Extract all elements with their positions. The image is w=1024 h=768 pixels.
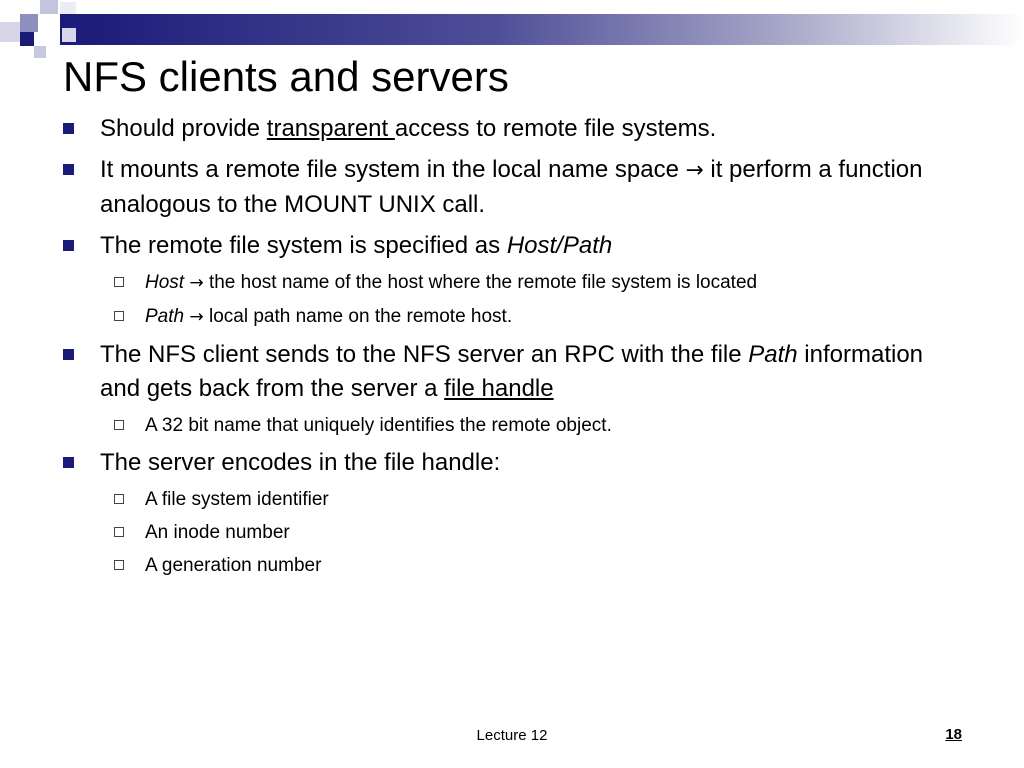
hollow-square-icon bbox=[114, 494, 124, 504]
sub-bullet-item bbox=[62, 553, 962, 578]
bullet-text: Should provide bbox=[100, 115, 267, 142]
sub-bullet-item bbox=[62, 270, 962, 296]
sub-bullet-text: the host name of the host where the remote file system is located bbox=[203, 272, 758, 293]
bullet-text: information and gets back from the server a bbox=[100, 341, 924, 402]
hollow-square-icon bbox=[114, 527, 124, 537]
sub-bullet-text: A generation number bbox=[145, 555, 322, 576]
filled-square-icon bbox=[63, 457, 74, 468]
decor-square bbox=[0, 22, 20, 42]
decor-square bbox=[62, 28, 76, 42]
filled-square-icon bbox=[63, 123, 74, 134]
italic-term: Path bbox=[748, 341, 798, 368]
sub-bullet-text: local path name on the remote host. bbox=[203, 306, 513, 327]
right-arrow-icon: → bbox=[685, 158, 704, 183]
sub-bullet-text: An inode number bbox=[145, 522, 290, 543]
sub-bullet-item bbox=[62, 520, 962, 545]
header-gradient-bar bbox=[60, 14, 1024, 45]
page-number: 18 bbox=[945, 726, 962, 743]
italic-term: Path bbox=[145, 306, 185, 327]
decor-square bbox=[20, 14, 38, 32]
footer-lecture-label: Lecture 12 bbox=[476, 727, 548, 744]
sub-bullet-item bbox=[62, 304, 962, 330]
sub-bullet-item bbox=[62, 413, 962, 438]
filled-square-icon bbox=[63, 164, 74, 175]
hollow-square-icon bbox=[114, 277, 124, 287]
decor-square bbox=[40, 0, 58, 14]
right-arrow-icon: → bbox=[189, 273, 204, 293]
bullet-item bbox=[62, 229, 962, 263]
decor-square bbox=[20, 32, 34, 46]
bullet-item bbox=[62, 112, 962, 146]
decor-square bbox=[60, 2, 76, 14]
slide-body bbox=[62, 112, 962, 586]
sub-bullet-text: A file system identifier bbox=[145, 489, 329, 510]
hollow-square-icon bbox=[114, 560, 124, 570]
hollow-square-icon bbox=[114, 420, 124, 430]
filled-square-icon bbox=[63, 240, 74, 251]
bullet-text: It mounts a remote file system in the local name space bbox=[100, 156, 686, 183]
bullet-item bbox=[62, 338, 962, 406]
decor-square bbox=[34, 46, 46, 58]
slide-title: NFS clients and servers bbox=[63, 53, 509, 100]
italic-term: Host bbox=[145, 272, 185, 293]
underlined-term: transparent bbox=[266, 115, 395, 142]
bullet-item bbox=[62, 446, 962, 480]
bullet-text: The NFS client sends to the NFS server an RPC with the file bbox=[100, 341, 749, 368]
hollow-square-icon bbox=[114, 311, 124, 321]
bullet-item bbox=[62, 153, 962, 222]
sub-bullet-item bbox=[62, 487, 962, 512]
bullet-text: The server encodes in the file handle: bbox=[100, 449, 501, 476]
bullet-text: it perform a function analogous to the MOUNT UNIX call. bbox=[100, 156, 923, 218]
italic-term: Host/Path bbox=[506, 232, 613, 259]
decor-square bbox=[38, 14, 56, 32]
right-arrow-icon: → bbox=[189, 307, 204, 327]
bullet-text: access to remote file systems. bbox=[394, 115, 717, 142]
bullet-text: The remote file system is specified as bbox=[100, 232, 507, 259]
sub-bullet-text: A 32 bit name that uniquely identifies the remote object. bbox=[145, 415, 612, 436]
underlined-term: file handle bbox=[444, 375, 554, 402]
filled-square-icon bbox=[63, 349, 74, 360]
